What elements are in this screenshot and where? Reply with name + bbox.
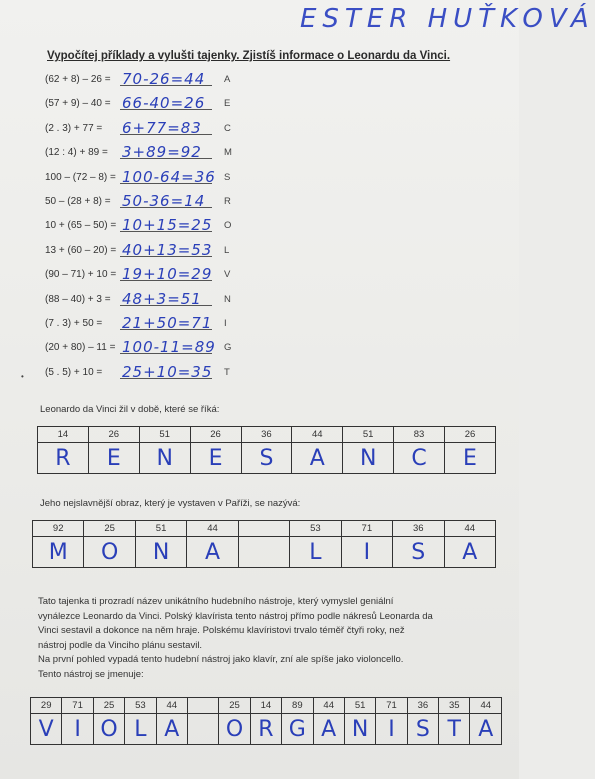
puzzle-number-cell: 89 — [282, 698, 313, 714]
exercise-expression: (2 . 3) + 77 = — [45, 122, 103, 134]
paragraph-line: Tato tajenka ti prozradí název unikátního hudebního nástroje, který vymyslel geniální — [38, 596, 394, 607]
handwritten-answer: 21+50=71 — [122, 314, 213, 332]
handwritten-answer: 6+77=83 — [122, 118, 202, 137]
puzzle-letter-cell: A — [444, 537, 496, 568]
exercise-letter: E — [224, 98, 231, 110]
exercise-expression: (20 + 80) – 11 = — [45, 342, 116, 354]
puzzle-letter-cell: O — [93, 714, 124, 745]
exercise-row — [40, 286, 260, 308]
puzzle-letter-cell: A — [292, 443, 343, 474]
puzzle-letter-cell: M — [33, 537, 84, 568]
exercise-expression: (57 + 9) – 40 = — [45, 98, 111, 110]
exercise-row — [40, 188, 260, 210]
puzzle-letter-cell: N — [343, 443, 394, 474]
puzzle-letter-cell: L — [290, 537, 341, 568]
puzzle-number-row — [31, 698, 502, 714]
puzzle-letter-cell: S — [407, 714, 438, 745]
exercise-letter: M — [224, 147, 232, 159]
puzzle-number-cell: 14 — [250, 698, 281, 714]
puzzle-number-cell: 14 — [38, 427, 89, 443]
puzzle-number-cell: 92 — [33, 521, 84, 537]
puzzle-number-cell — [238, 521, 289, 537]
exercise-expression: 13 + (60 – 20) = — [45, 244, 117, 256]
exercise-row — [40, 90, 260, 112]
exercise-letter: S — [224, 171, 231, 183]
puzzle-number-cell: 51 — [343, 427, 394, 443]
puzzle-letter-cell: S — [241, 443, 292, 474]
puzzle-number-cell: 71 — [341, 521, 392, 537]
handwritten-answer: 25+10=35 — [122, 362, 213, 381]
question-era: Leonardo da Vinci žil v době, které se říká: — [40, 404, 220, 415]
worksheet-title: Vypočítej příklady a vylušti tajenky. Zjistíš informace o Leonardu da Vinci. — [47, 50, 451, 62]
puzzle-letter-row — [33, 537, 496, 568]
puzzle-letter-cell: E — [190, 443, 241, 474]
puzzle-number-cell: 26 — [190, 427, 241, 443]
puzzle-number-cell: 26 — [445, 427, 496, 443]
puzzle-number-cell: 25 — [84, 521, 135, 537]
puzzle-letter-cell: L — [125, 714, 156, 745]
puzzle-table-instrument — [30, 697, 502, 745]
handwritten-answer: 48+3=51 — [122, 289, 202, 308]
puzzle-letter-cell: I — [341, 537, 392, 568]
exercise-letter: V — [224, 269, 231, 281]
paragraph-line: nástroj podle da Vinciho plánu sestavil. — [38, 639, 203, 651]
puzzle-letter-cell: C — [394, 443, 445, 474]
puzzle-table-era — [37, 426, 496, 474]
puzzle-letter-cell: N — [139, 443, 190, 474]
puzzle-number-cell — [187, 698, 218, 714]
exercise-letter: N — [224, 293, 231, 305]
puzzle-letter-cell — [187, 714, 218, 745]
handwritten-answer: 40+13=53 — [122, 240, 213, 259]
handwritten-answer: 50-36=14 — [122, 192, 206, 210]
exercise-row — [40, 164, 260, 186]
exercise-expression: (62 + 8) – 26 = — [45, 74, 111, 85]
paragraph-line: Vinci sestavil a dokonce na něm hraje. Polskému klavíristovi trvalo téměř čtyři roky, než — [38, 625, 405, 636]
exercise-expression: (7 . 3) + 50 = — [45, 318, 103, 329]
exercise-letter: A — [224, 74, 231, 85]
puzzle-letter-row — [31, 714, 502, 745]
handwritten-answer: 100-11=89 — [122, 338, 216, 357]
handwritten-answer: 3+89=92 — [122, 143, 202, 162]
exercise-row — [40, 212, 260, 234]
margin-mark: • — [21, 372, 24, 381]
puzzle-number-cell: 51 — [344, 698, 375, 714]
paragraph-line: vynálezce Leonardo da Vinci. Polský klavírista tento nástroj přímo podle nákresů Leonarda da — [38, 610, 433, 622]
exercise-row — [40, 237, 260, 259]
puzzle-number-cell: 71 — [376, 698, 407, 714]
puzzle-number-cell: 53 — [125, 698, 156, 714]
puzzle-letter-cell: A — [187, 537, 238, 568]
handwritten-answer: 66-40=26 — [122, 94, 206, 113]
exercise-letter: G — [224, 342, 232, 354]
exercise-letter: R — [224, 196, 231, 207]
puzzle-letter-cell: E — [88, 443, 139, 474]
handwritten-answer: 70-26=44 — [122, 70, 206, 88]
puzzle-number-cell: 71 — [62, 698, 93, 714]
puzzle-letter-cell: A — [313, 714, 344, 745]
puzzle-letter-cell: V — [31, 714, 62, 745]
puzzle-letter-cell: O — [84, 537, 135, 568]
puzzle-table-painting — [32, 520, 496, 568]
exercise-row — [40, 115, 260, 137]
puzzle-letter-cell: A — [470, 714, 502, 745]
instrument-paragraph — [38, 595, 508, 682]
puzzle-number-cell: 44 — [313, 698, 344, 714]
puzzle-letter-row — [38, 443, 496, 474]
exercise-expression: 10 + (65 – 50) = — [45, 220, 117, 232]
exercise-row — [40, 66, 260, 88]
exercise-letter: O — [224, 220, 232, 232]
exercise-letter: T — [224, 366, 230, 378]
exercise-row — [40, 359, 260, 381]
puzzle-number-cell: 36 — [393, 521, 444, 537]
puzzle-letter-cell: N — [135, 537, 186, 568]
exercise-letter: C — [224, 122, 231, 134]
puzzle-number-cell: 51 — [135, 521, 186, 537]
puzzle-letter-cell: R — [250, 714, 281, 745]
puzzle-number-cell: 44 — [470, 698, 502, 714]
paragraph-line: Tento nástroj se jmenuje: — [38, 668, 144, 680]
puzzle-letter-cell: O — [219, 714, 250, 745]
exercise-letter: L — [224, 244, 230, 256]
handwritten-answer: 100-64=36 — [122, 167, 216, 186]
exercise-row — [40, 261, 260, 283]
puzzle-number-cell: 36 — [241, 427, 292, 443]
question-painting: Jeho nejslavnější obraz, který je vystaven v Paříži, se nazývá: — [40, 498, 301, 509]
puzzle-letter-cell — [238, 537, 289, 568]
puzzle-number-cell: 44 — [187, 521, 238, 537]
puzzle-number-cell: 44 — [156, 698, 187, 714]
puzzle-number-cell: 83 — [394, 427, 445, 443]
exercise-expression: (5 . 5) + 10 = — [45, 366, 103, 378]
puzzle-number-cell: 36 — [407, 698, 438, 714]
puzzle-number-cell: 29 — [31, 698, 62, 714]
puzzle-number-cell: 25 — [219, 698, 250, 714]
puzzle-letter-cell: A — [156, 714, 187, 745]
exercise-expression: (12 : 4) + 89 = — [45, 147, 108, 159]
puzzle-number-cell: 26 — [88, 427, 139, 443]
student-name: ESTER HUŤKOVÁ — [300, 4, 595, 34]
exercise-row — [40, 334, 260, 356]
puzzle-letter-cell: G — [282, 714, 313, 745]
exercise-expression: 50 – (28 + 8) = — [45, 196, 111, 207]
exercise-row — [40, 139, 260, 161]
puzzle-letter-cell: I — [62, 714, 93, 745]
exercise-expression: (88 – 40) + 3 = — [45, 293, 111, 305]
puzzle-number-cell: 51 — [139, 427, 190, 443]
puzzle-number-row — [38, 427, 496, 443]
puzzle-number-cell: 25 — [93, 698, 124, 714]
puzzle-number-row — [33, 521, 496, 537]
exercise-letter: I — [224, 318, 227, 329]
puzzle-number-cell: 53 — [290, 521, 341, 537]
puzzle-number-cell: 35 — [439, 698, 470, 714]
puzzle-number-cell: 44 — [444, 521, 496, 537]
exercise-expression: (90 – 71) + 10 = — [45, 269, 117, 281]
puzzle-letter-cell: S — [393, 537, 444, 568]
exercise-row — [40, 310, 260, 332]
paragraph-line: Na první pohled vypadá tento hudební nástroj jako klavír, zní ale spíše jako violoncello. — [38, 654, 404, 665]
handwritten-answer: 19+10=29 — [122, 265, 213, 284]
puzzle-letter-cell: T — [439, 714, 470, 745]
puzzle-letter-cell: N — [344, 714, 375, 745]
exercise-expression: 100 – (72 – 8) = — [45, 171, 116, 183]
puzzle-letter-cell: I — [376, 714, 407, 745]
puzzle-number-cell: 44 — [292, 427, 343, 443]
puzzle-letter-cell: E — [445, 443, 496, 474]
puzzle-letter-cell: R — [38, 443, 89, 474]
handwritten-answer: 10+15=25 — [122, 216, 213, 235]
